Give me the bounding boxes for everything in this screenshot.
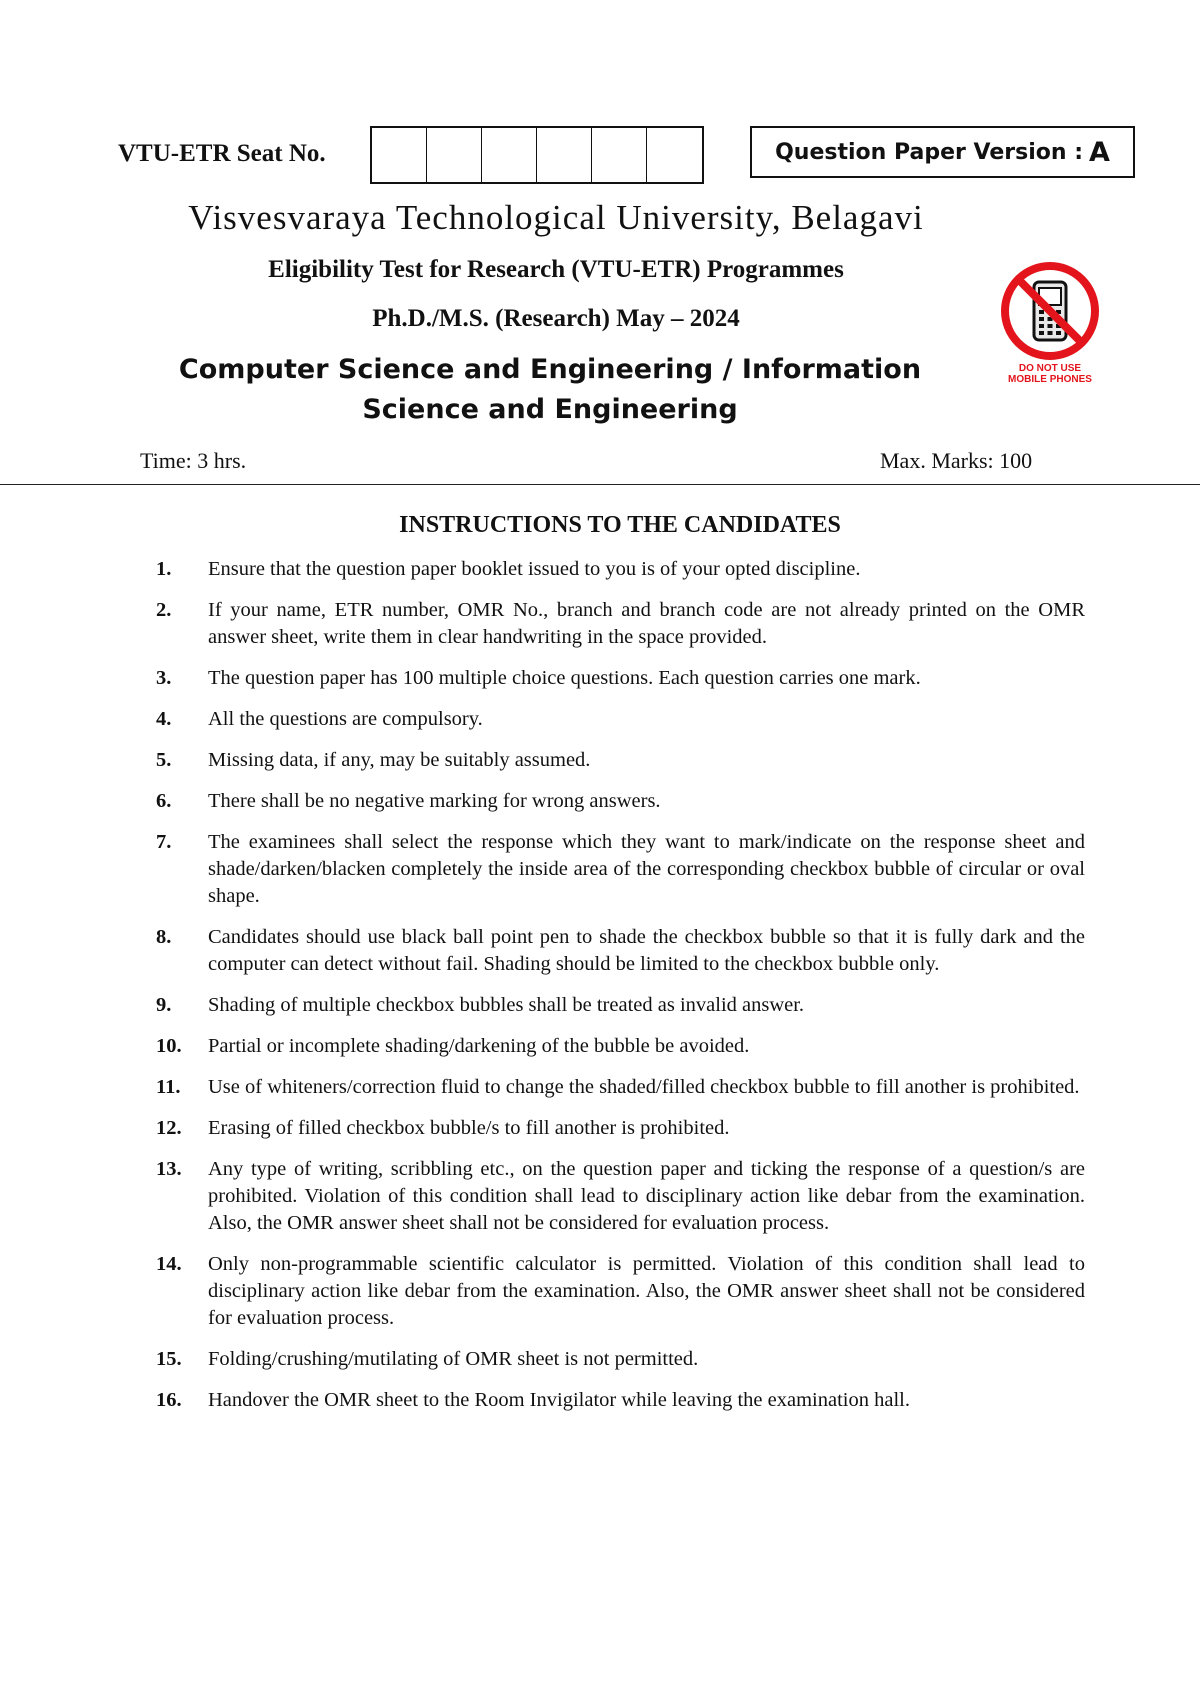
instruction-number: 11.	[156, 1076, 181, 1098]
instruction-item	[150, 1156, 1085, 1237]
instruction-item	[150, 706, 1085, 733]
instruction-number: 8.	[156, 926, 172, 948]
instruction-text: All the questions are compulsory.	[208, 708, 483, 730]
instruction-item	[150, 924, 1085, 978]
instruction-item	[150, 1387, 1085, 1414]
exam-session: Ph.D./M.S. (Research) May – 2024	[372, 305, 740, 332]
instruction-item	[150, 1346, 1085, 1373]
instruction-number: 7.	[156, 831, 172, 853]
instruction-text: Folding/crushing/mutilating of OMR sheet is not permitted.	[208, 1348, 699, 1370]
instruction-text: Shading of multiple checkbox bubbles shall be treated as invalid answer.	[208, 994, 805, 1016]
discipline-line-1: Computer Science and Engineering / Information	[178, 354, 922, 385]
seat-number-box[interactable]	[482, 128, 537, 182]
instruction-number: 9.	[156, 994, 172, 1016]
instruction-item	[150, 1074, 1085, 1101]
instruction-text: Ensure that the question paper booklet issued to you is of your opted discipline.	[208, 558, 861, 580]
max-marks: Max. Marks: 100	[880, 448, 1033, 473]
instruction-number: 1.	[156, 558, 172, 580]
seat-number-box[interactable]	[592, 128, 647, 182]
instruction-number: 4.	[156, 708, 172, 730]
no-phone-icon	[996, 262, 1104, 360]
instruction-item	[150, 829, 1085, 910]
instruction-text: Handover the OMR sheet to the Room Invigilator while leaving the examination hall.	[208, 1389, 910, 1411]
no-phone-caption-line-1: DO NOT USE	[1018, 363, 1082, 374]
instruction-number: 14.	[156, 1253, 182, 1275]
instructions-title: INSTRUCTIONS TO THE CANDIDATES	[399, 512, 841, 538]
instruction-item	[150, 556, 1085, 583]
version-value: A	[1089, 136, 1110, 168]
instruction-item	[150, 1033, 1085, 1060]
instructions-list	[150, 556, 1085, 1428]
instruction-item	[150, 1115, 1085, 1142]
instruction-number: 3.	[156, 667, 172, 689]
instruction-number: 15.	[156, 1348, 182, 1370]
instruction-text: The examinees shall select the response which they want to mark/indicate on the response sheet and shade/darken/blacken completely the inside area of the corresponding checkbox bubble of circular or oval shape.	[208, 831, 1085, 907]
discipline-line-2: Science and Engineering	[362, 394, 738, 425]
seat-number-box[interactable]	[372, 128, 427, 182]
question-paper-version	[750, 126, 1135, 178]
instruction-item	[150, 1251, 1085, 1332]
discipline-title	[130, 350, 970, 430]
no-phone-caption-line-2: MOBILE PHONES	[1008, 374, 1092, 385]
instruction-item	[150, 747, 1085, 774]
instruction-item	[150, 597, 1085, 651]
instruction-text: Candidates should use black ball point pen to shade the checkbox bubble so that it is fully dark and the computer can detect without fail. Shading should be limited to the checkbox bubble only.	[208, 926, 1085, 975]
instruction-item	[150, 665, 1085, 692]
instruction-text: Only non-programmable scientific calculator is permitted. Violation of this condition shall lead to disciplinary action like debar from the examination. Also, the OMR answer sheet shall not be considered for evaluation process.	[208, 1253, 1085, 1329]
seat-number-boxes	[370, 126, 704, 184]
instruction-item	[150, 788, 1085, 815]
university-name: Visvesvaraya Technological University, Belagavi	[188, 198, 924, 237]
instruction-text: Erasing of filled checkbox bubble/s to fill another is prohibited.	[208, 1117, 730, 1139]
no-phone-caption	[990, 363, 1110, 385]
header-divider	[0, 484, 1200, 485]
instruction-text: Missing data, if any, may be suitably assumed.	[208, 749, 591, 771]
instruction-text: Partial or incomplete shading/darkening of the bubble be avoided.	[208, 1035, 750, 1057]
instruction-number: 13.	[156, 1158, 182, 1180]
instruction-number: 5.	[156, 749, 172, 771]
instruction-text: The question paper has 100 multiple choice questions. Each question carries one mark.	[208, 667, 921, 689]
instruction-item	[150, 992, 1085, 1019]
instruction-text: Any type of writing, scribbling etc., on the question paper and ticking the response of a question/s are prohibited. Violation of this condition shall lead to disciplinary action like debar from the examination. Also, the OMR answer sheet shall not be considered for evaluation process.	[208, 1158, 1085, 1234]
instruction-text: There shall be no negative marking for wrong answers.	[208, 790, 661, 812]
instruction-number: 2.	[156, 599, 172, 621]
seat-number-box[interactable]	[647, 128, 702, 182]
instruction-text: Use of whiteners/correction fluid to change the shaded/filled checkbox bubble to fill another is prohibited.	[208, 1076, 1080, 1098]
test-title: Eligibility Test for Research (VTU-ETR) Programmes	[268, 256, 844, 283]
seat-number-label: VTU-ETR Seat No.	[118, 140, 326, 167]
seat-number-box[interactable]	[427, 128, 482, 182]
exam-duration: Time: 3 hrs.	[140, 448, 247, 473]
seat-number-box[interactable]	[537, 128, 592, 182]
version-label: Question Paper Version :	[775, 139, 1083, 165]
instruction-text: If your name, ETR number, OMR No., branch and branch code are not already printed on the OMR answer sheet, write them in clear handwriting in the space provided.	[208, 599, 1085, 648]
no-mobile-phones-sign	[990, 262, 1110, 385]
instruction-number: 10.	[156, 1035, 182, 1057]
instruction-number: 6.	[156, 790, 172, 812]
instruction-number: 12.	[156, 1117, 182, 1139]
instruction-number: 16.	[156, 1389, 182, 1411]
